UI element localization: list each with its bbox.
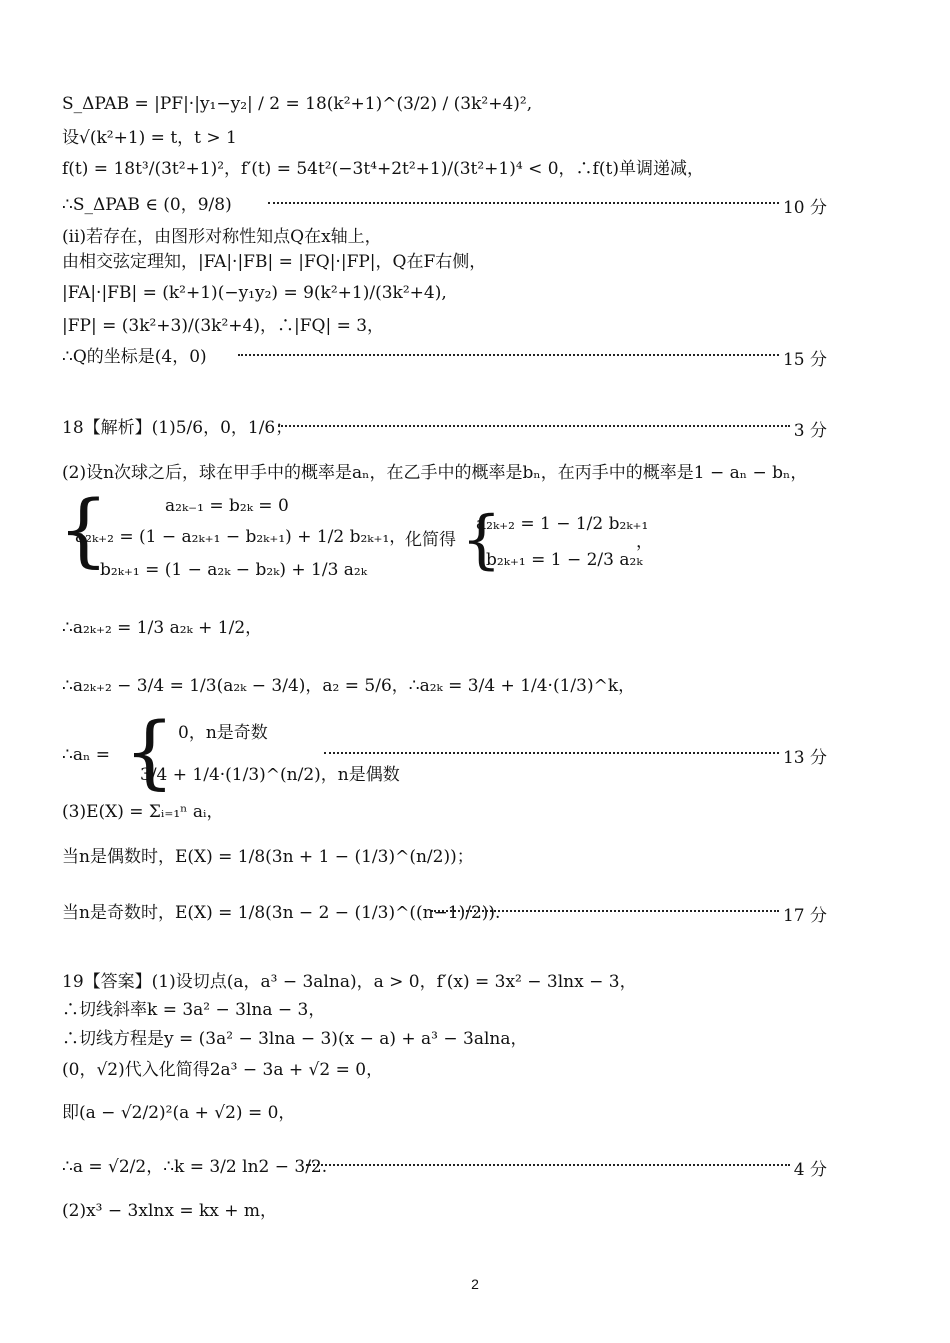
substitution-line: (0，√2)代入化简得2a³ − 3a + √2 = 0， [62, 1060, 384, 1080]
system2-row2: b₂ₖ₊₁ = 1 − 2/3 a₂ₖ [486, 550, 643, 570]
area-range-line: ∴S_ΔPAB ∈ (0，9/8) [62, 195, 232, 215]
fa-fb-line: |FA|·|FB| = (k²+1)(−y₁y₂) = 9(k²+1)/(3k²+4), [62, 283, 447, 303]
piecewise-row1: 0，n是奇数 [178, 723, 268, 743]
score-label: 17 分 [782, 906, 827, 926]
left-brace: { [461, 503, 502, 577]
piecewise-row2: 3/4 + 1/4·(1/3)^(n/2)，n是偶数 [140, 765, 400, 785]
dot-leader [278, 425, 790, 427]
tangent-equation-line: ∴切线方程是y = (3a² − 3lna − 3)(x − a) + a³ − 3alna， [62, 1029, 528, 1049]
score-leader-3 [272, 416, 827, 441]
system2-tail: ， [636, 532, 653, 552]
simplify-label: 化简得 [405, 530, 456, 550]
geometric-line: ∴a₂ₖ₊₂ − 3/4 = 1/3(a₂ₖ − 3/4)，a₂ = 5/6，∴a₂ₖ = 3/4 + 1/4·(1/3)^k， [62, 676, 636, 696]
score-leader-13 [318, 743, 827, 768]
part2-line: (2)x³ − 3xlnx = kx + m， [62, 1201, 278, 1221]
solution-line: ∴a = √2/2，∴k = 3/2 ln2 − 3/2. [62, 1157, 328, 1177]
q18-part1-line: 18【解析】(1)5/6，0，1/6； [62, 418, 293, 438]
dot-leader [238, 354, 779, 356]
slope-line: ∴切线斜率k = 3a² − 3lna − 3， [62, 1000, 326, 1020]
recurrence-line: ∴a₂ₖ₊₂ = 1/3 a₂ₖ + 1/2， [62, 618, 263, 638]
q19-tangent-point-line: 19【答案】(1)设切点(a，a³ − 3alna)，a > 0，f′(x) = 3x² − 3lnx − 3， [62, 972, 637, 992]
score-leader-10 [262, 193, 827, 218]
score-label: 10 分 [782, 198, 827, 218]
score-leader-17 [425, 901, 827, 926]
substitution-line: 设√(k²+1) = t，t > 1 [62, 128, 237, 148]
score-leader-4 [300, 1155, 827, 1180]
area-formula-line: S_ΔPAB = |PF|·|y₁−y₂| / 2 = 18(k²+1)^(3/2) / (3k²+4)², [62, 94, 533, 114]
factored-line: 即(a − √2/2)²(a + √2) = 0， [62, 1103, 296, 1123]
dot-leader [431, 910, 779, 912]
score-label: 15 分 [782, 350, 827, 370]
dot-leader [324, 752, 779, 754]
system1-row1: a₂ₖ₋₁ = b₂ₖ = 0 [165, 496, 289, 516]
piecewise-lhs: ∴aₙ = [62, 745, 110, 765]
score-leader-15 [232, 345, 827, 370]
q-coordinate-line: ∴Q的坐标是(4，0) [62, 347, 207, 367]
score-label: 4 分 [793, 1160, 827, 1180]
q18-part2-line: (2)设n次球之后，球在甲手中的概率是aₙ，在乙手中的概率是bₙ，在丙手中的概率是1 − aₙ − bₙ， [62, 463, 808, 483]
dot-leader [306, 1164, 790, 1166]
left-brace: { [124, 705, 175, 798]
page-number: 2 [471, 1276, 479, 1292]
even-case-line: 当n是偶数时，E(X) = 1/8(3n + 1 − (1/3)^(n/2))； [62, 847, 474, 867]
dot-leader [268, 202, 779, 204]
expectation-line: (3)E(X) = Σᵢ₌₁ⁿ aᵢ， [62, 802, 224, 822]
system2-row1: a₂ₖ₊₂ = 1 − 1/2 b₂ₖ₊₁ [476, 514, 649, 534]
system1-row2: a₂ₖ₊₂ = (1 − a₂ₖ₊₁ − b₂ₖ₊₁) + 1/2 b₂ₖ₊₁， [75, 527, 407, 547]
part-ii-line: (ii)若存在，由图形对称性知点Q在x轴上， [62, 227, 382, 247]
score-label: 3 分 [793, 421, 827, 441]
score-label: 13 分 [782, 748, 827, 768]
derivative-line: f(t) = 18t³/(3t²+1)²，f′(t) = 54t²(−3t⁴+2t²+1)/(3t²+1)⁴ < 0，∴f(t)单调递减， [62, 159, 704, 179]
chord-theorem-line: 由相交弦定理知，|FA|·|FB| = |FQ|·|FP|，Q在F右侧， [62, 252, 487, 272]
system1-row3: b₂ₖ₊₁ = (1 − a₂ₖ − b₂ₖ) + 1/3 a₂ₖ [100, 560, 367, 580]
odd-case-line: 当n是奇数时，E(X) = 1/8(3n − 2 − (1/3)^((n−1)/2)). [62, 903, 501, 923]
fp-line: |FP| = (3k²+3)/(3k²+4)，∴|FQ| = 3， [62, 316, 385, 336]
left-brace: { [58, 483, 109, 576]
